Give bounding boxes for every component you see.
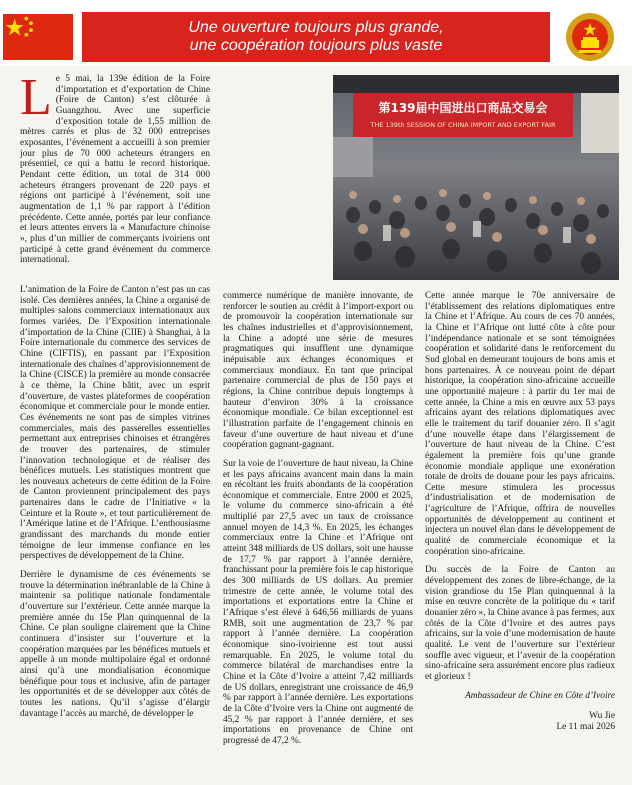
- article-intro: [20, 69, 210, 274]
- china-flag-icon: [3, 14, 73, 60]
- paragraph: commerce numérique de manière innovante, de renforcer le soutien au crédit à l’import-export ou de promouvoir la coopération internationale sur les chaînes industrielles et d’approvisionnement, la Chine a adopté une série de mesures pragmatiques qui insufflent une dynamique inépuisable aux échanges économiques et commerciaux mondiaux. En tant que principal partenaire commercial de plus de 150 pays et régions, la Chine contribue depuis longtemps à hauteur d’environ 30% à la croissance économique mondiale. Ce bilan exceptionnel est l’illustration parfaite de l’engagement chinois en faveur d’une ouverture de haut niveau et d’une coopération gagnant-gagnant.: [223, 291, 413, 451]
- fair-photo: [333, 75, 619, 280]
- article-column-1: [20, 285, 210, 727]
- paragraph: Cette année marque le 70e anniversaire de l’établissement des relations diplomatiques entre la Chine et l’Afrique. Au cours de ces 70 années, la Chine et l’Afrique ont lutté côte à côte pour l’indépendance nationale et se sont témoignées coopération et solidarité dans le renforcement du Sud global en demeurant toujours de bons amis et bons partenaires. À ce nouveau point de départ historique, la coopération sino-africaine accueille une opportunité majeure : à partir du 1er mai de cette année, la Chine a mis en œuvre aux 53 pays africains ayant des relations diplomatiques avec elle le traitement du tarif douanier zéro. Il s’agit d’une nouvelle étape dans l’élargissement de l’ouverture de haut niveau de la Chine. C’est également la première fois qu’une grande économie mondiale applique une exonération totale de droits de douane pour les pays africains. Cette mesure stimulera les processus d’industrialisation et de modernisation de l’agriculture de l’Afrique, offrira de nouvelles opportunités de développement au continent et injectera un nouvel élan dans le développement de qualité de commerciale économique et la coopération sino-africaine.: [425, 291, 615, 557]
- paragraph: Derrière le dynamisme de ces événements se trouve la détermination inébranlable de la Chine à maintenir sa politique nationale fondamentale d’ouverture sur l’extérieur. Cette année marque la première année du 15e Plan quinquennal de la Chine. Ce plan souligne clairement que la Chine continuera d’insister sur l’ouverture et la coopération marquées par les bénéfices mutuels et appelle à un monde multipolaire égal et ordonné ainsi qu’à une mondialisation économique bénéfique pour tous et inclusive, afin de partager les opportunités et de se développer aux côtés de toutes les nations. Qu’il s’agisse d’élargir davantage l’accès au marché, de développer le: [20, 570, 210, 719]
- headline-band: [82, 12, 550, 62]
- headline-line-1: Une ouverture toujours plus grande,: [188, 19, 444, 36]
- banner-main-text: 第139届中国进出口商品交易会: [378, 101, 548, 115]
- signature-name: Wu Jie: [589, 711, 615, 722]
- paragraph: Du succès de la Foire de Canton au développement des zones de libre-échange, de la vision grandiose du 15e Plan quinquennal à la mise en œuvre concrète de la politique du « tarif douanier zéro », la Chine avance à pas fermes, aux côtés de la Côte d’Ivoire et des autres pays africains, sur la voie d’une modernisation de haute qualité. Le vent de l’ouverture sur l’extérieur souffle avec vigueur, et l’avenir de la coopération sino-africaine sera assurément encore plus radieux et glorieux !: [425, 565, 615, 682]
- signature-date: Le 11 mai 2026: [556, 721, 615, 732]
- paragraph: L’animation de la Foire de Canton n’est pas un cas isolé. Ces dernières années, la Chine a organisé de multiples salons commerciaux internationaux aux formes variées. De l’Exposition internationale d’importation de la Chine (CIIE) à Shanghai, à la Foire internationale du commerce des services de Chine (CIFTIS), en passant par l’Exposition internationale des chaînes d’approvisionnement de la Chine (CISCE) la première au monde consacrée à ce thème, la Chine bâtit, avec un esprit d’ouverture, de vastes plateformes de coopération économique et commerciale pour le monde entier. Ces événements ne sont pas de simples vitrines commerciales, mais des passerelles essentielles permettant aux entreprises chinoises et étrangères de trouver des partenaires, de stimuler l’innovation technologique et de réaliser des bénéfices mutuels. Les statistiques montrent que les nouveaux acheteurs de cette édition de la Foire de Canton proviennent principalement des pays partenaires dans le cadre de l’Initiative « la Ceinture et la Route », et tout particulièrement de l’Amérique latine et de l’Afrique. L’enthousiasme grandissant des marchands du monde entier témoigne de leur immense confiance en les perspectives de développement de la Chine.: [20, 285, 210, 562]
- article-column-3: [425, 291, 615, 733]
- banner-sub-text: THE 139th SESSION OF CHINA IMPORT AND EXPORT FAIR: [370, 121, 556, 129]
- headline-line-2: une coopération toujours plus vaste: [189, 37, 443, 54]
- drop-cap: L: [20, 69, 52, 126]
- paragraph: Sur la voie de l’ouverture de haut niveau, la Chine et les pays africains avancent main dans la main en récoltant les fruits abondants de la coopération économique et commerciale. Entre 2000 et 2025, le volume du commerce sino-africain a été multiplié par 27,5 avec un taux de croissance annuel moyen de 14,3 %. En 2025, les échanges commerciaux entre la Chine et l’Afrique ont atteint 348 milliards de US dollars, soit une hausse de 17,7 % par rapport à l’année dernière, franchissant pour la première fois le cap historique des 300 milliards de US dollars. Au premier trimestre de cette année, le volume total des importations et exportations entre la Chine et l’Afrique s’est élevé à 646,56 milliards de yuans RMB, soit une augmentation de 23,7 % par rapport à l’année dernière. La coopération économique sino-ivoirienne est tout aussi remarquable. En 2025, le volume total du commerce bilatéral de marchandises entre la Chine et la Côte d’Ivoire a atteint 7,42 milliards de US dollars, enregistrant une croissance de 46,9 % par rapport à l’année dernière. Les exportations de la Côte d’Ivoire vers la Chine ont augmenté de 45,2 % par rapport à l’année dernière, et ses importations en provenance de Chine ont progressé de 47,2 %.: [223, 458, 413, 746]
- header: [0, 0, 632, 66]
- article-column-2: [223, 291, 413, 755]
- signature-title: Ambassadeur de Chine en Côte d’Ivoire: [465, 690, 615, 701]
- crowd-photo-illustration: [333, 75, 619, 280]
- national-emblem-icon: [564, 10, 616, 64]
- intro-paragraph: Le 5 mai, la 139e édition de la Foire d’importation et d’exportation de Chine (Foire de Canton) s’est clôturée à Guangzhou. Avec une superficie d’exposition totale de 1,55 million de mètres carrés et plus de 32 000 entreprises exposantes, l’événement a accueilli à son premier jour plus de 70 000 acheteurs étrangers en présentiel, ce qui a battu le record historique. Pendant cette édition, un total de 314 000 acheteurs étrangers provenant de 220 pays et régions ont participé à l’événement, soit une augmentation de 1,1 % par rapport à l’édition précédente. Cette année, portés par leur confiance et leurs attentes envers la « Manufacture chinoise », plus d’un millier de commerçants ivoiriens ont participé à cette grand événement du commerce international.: [20, 69, 210, 266]
